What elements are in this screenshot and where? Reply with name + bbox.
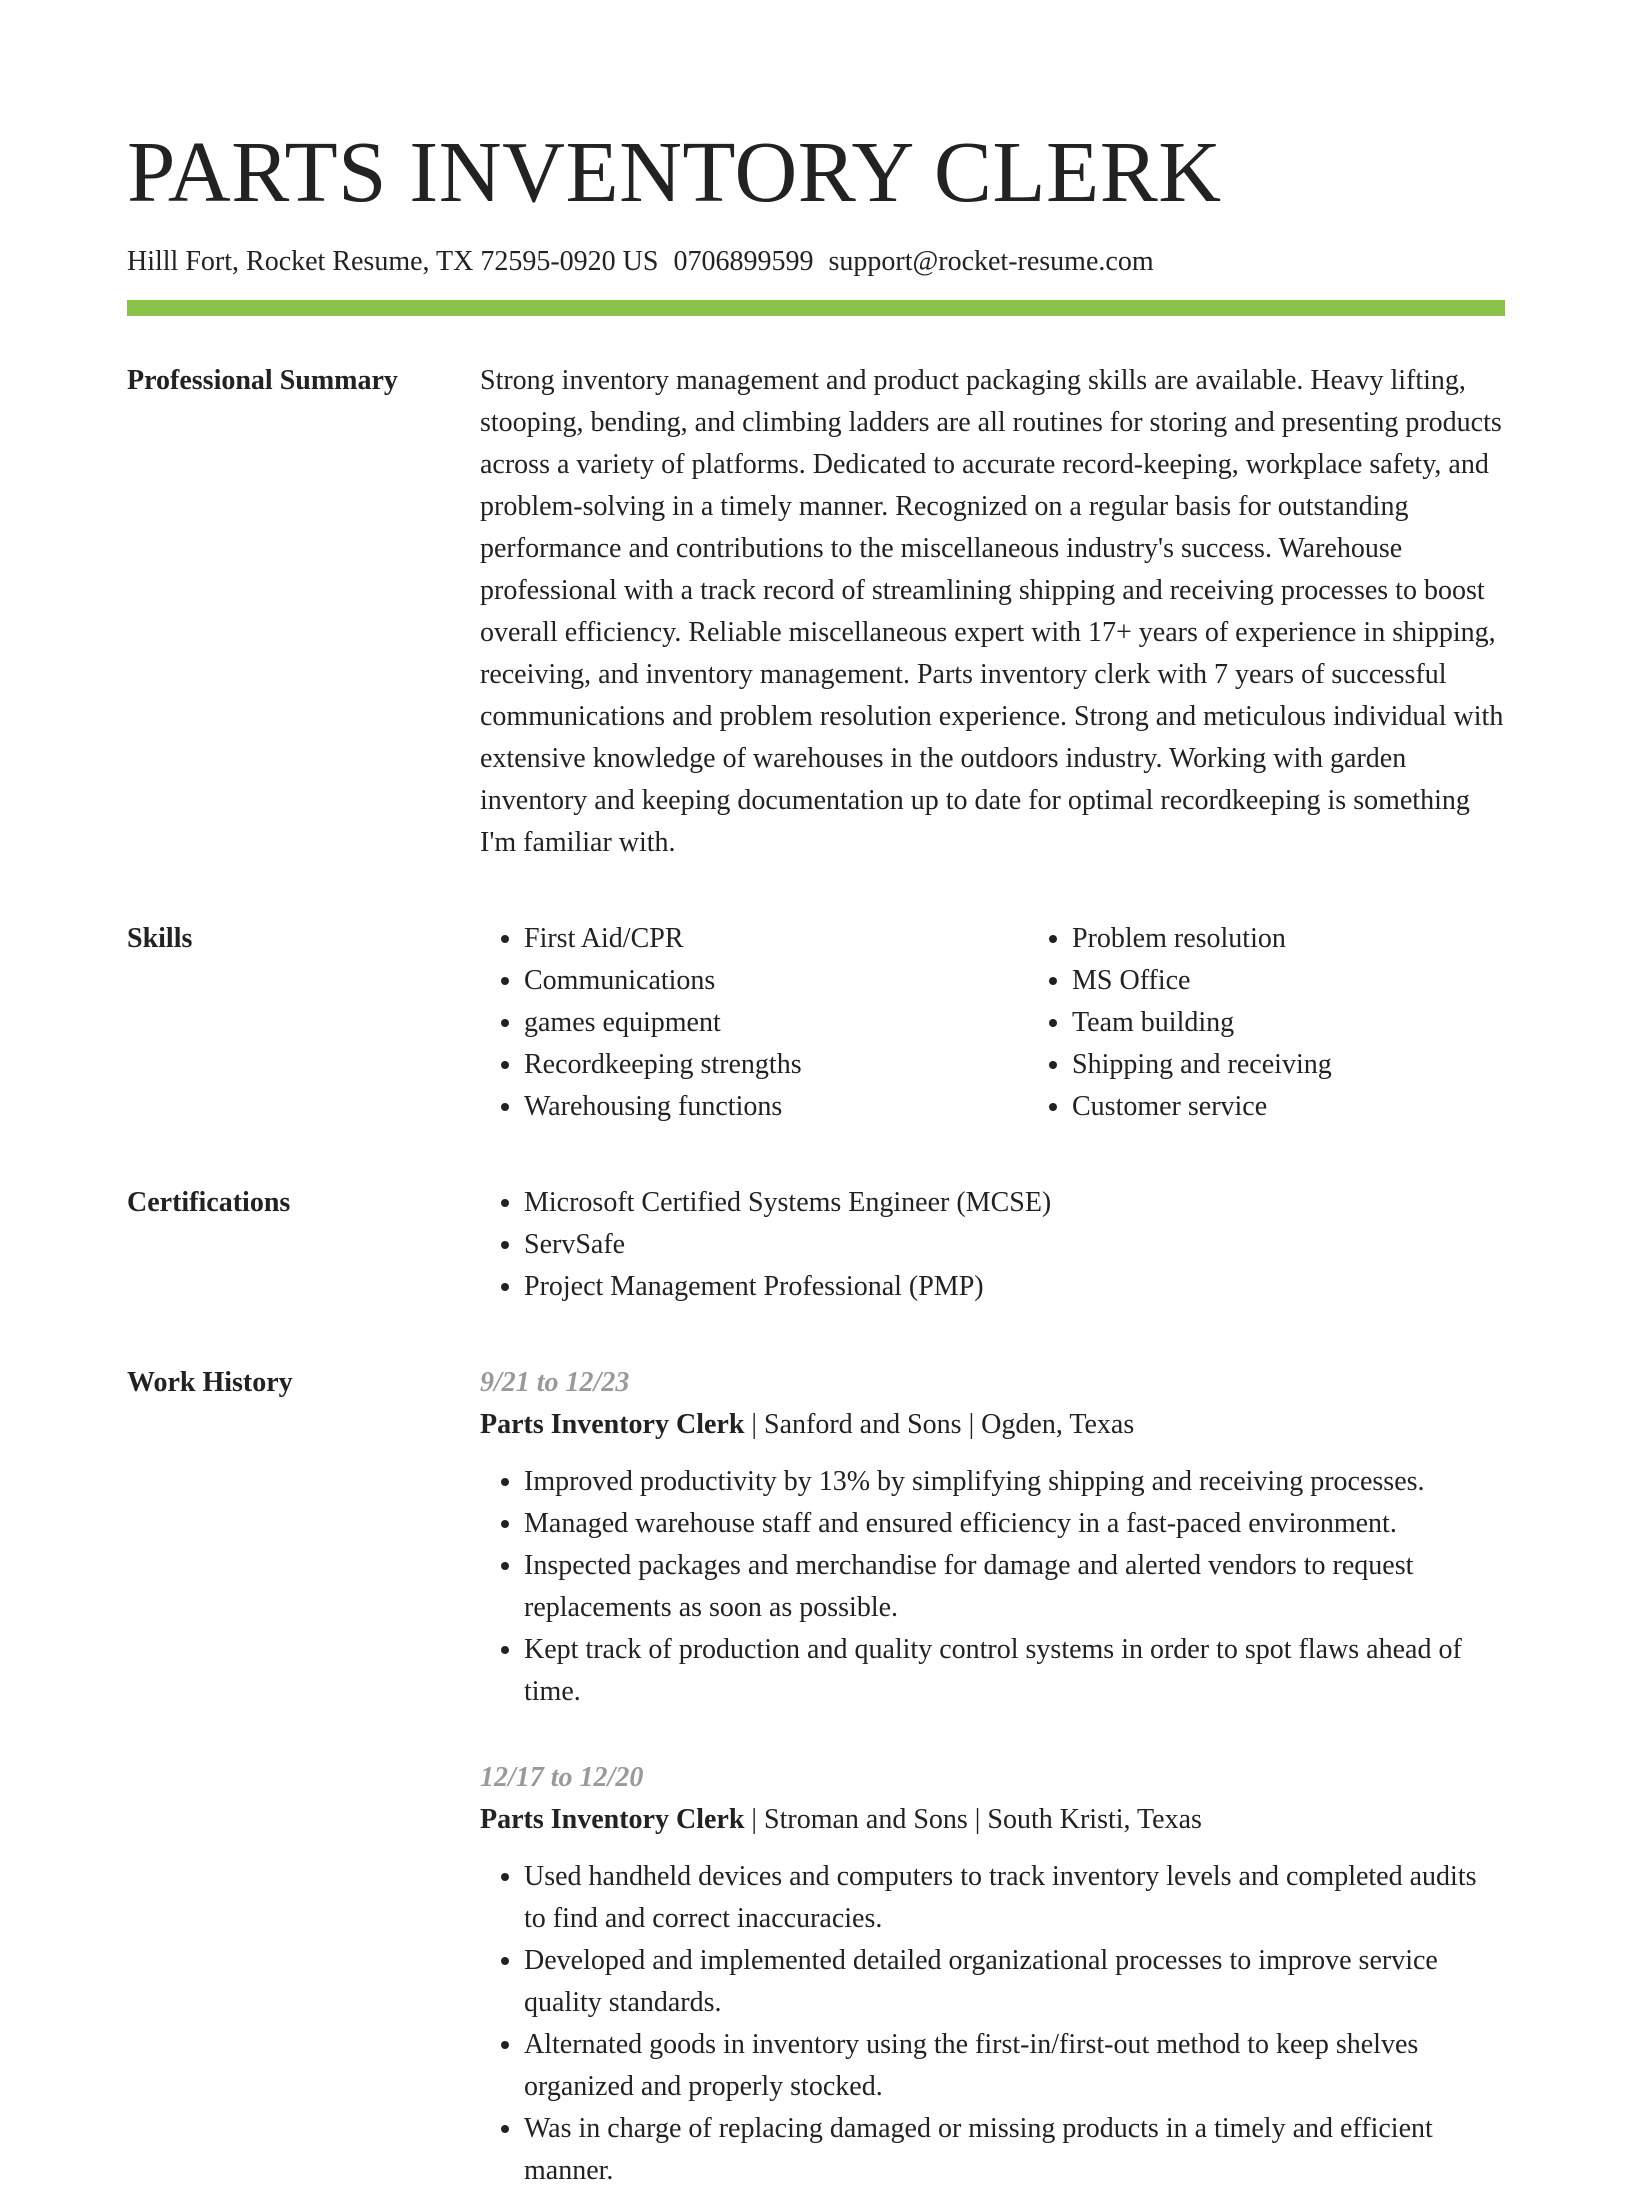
contact-address: Hilll Fort, Rocket Resume, TX 72595-0920 US bbox=[127, 246, 659, 277]
job-title: Parts Inventory Clerk bbox=[480, 1804, 745, 1835]
skill-item: • games equipment bbox=[524, 1002, 1028, 1044]
skill-item: • Warehousing functions bbox=[524, 1086, 1028, 1128]
section-skills bbox=[127, 918, 1505, 1128]
certifications-list bbox=[480, 1182, 1505, 1308]
section-title-work-history: Work History bbox=[127, 1367, 293, 1398]
skill-item: • Customer service bbox=[1072, 1086, 1576, 1128]
section-title-skills: Skills bbox=[127, 923, 193, 954]
job-title: Parts Inventory Clerk bbox=[480, 1409, 745, 1440]
job-location: South Kristi, Texas bbox=[987, 1804, 1202, 1835]
job-bullet: • Managed warehouse staff and ensured efficiency in a fast-paced environment. bbox=[524, 1503, 1505, 1545]
section-body-work-history bbox=[480, 1362, 1505, 2192]
skills-columns bbox=[480, 918, 1576, 1128]
job-bullets bbox=[480, 1461, 1505, 1713]
skills-list-right bbox=[1028, 918, 1576, 1128]
skill-item: • Shipping and receiving bbox=[1072, 1044, 1576, 1086]
job-bullet: • Used handheld devices and computers to track inventory levels and completed audits to find and correct inaccuracies. bbox=[524, 1856, 1505, 1940]
section-title-certifications: Certifications bbox=[127, 1187, 291, 1218]
job-bullet: • Developed and implemented detailed organizational processes to improve service quality standards. bbox=[524, 1940, 1505, 2024]
certification-item: • ServSafe bbox=[524, 1224, 1505, 1266]
section-professional-summary bbox=[127, 360, 1505, 864]
contact-phone: 0706899599 bbox=[673, 246, 814, 277]
job-bullet: • Improved productivity by 13% by simplifying shipping and receiving processes. bbox=[524, 1461, 1505, 1503]
skill-item: • First Aid/CPR bbox=[524, 918, 1028, 960]
job-heading: Parts Inventory Clerk | Stroman and Sons | South Kristi, Texas bbox=[480, 1804, 1202, 1835]
job-bullet: • Alternated goods in inventory using the first-in/first-out method to keep shelves organized and properly stocked. bbox=[524, 2024, 1505, 2108]
job-company: Stroman and Sons bbox=[764, 1804, 968, 1835]
section-body-certifications bbox=[480, 1182, 1505, 1308]
job-location: Ogden, Texas bbox=[981, 1409, 1135, 1440]
job-company: Sanford and Sons bbox=[764, 1409, 962, 1440]
skill-item: • MS Office bbox=[1072, 960, 1576, 1002]
resume-title: PARTS INVENTORY CLERK bbox=[127, 123, 1222, 220]
job-bullet: • Inspected packages and merchandise for damage and alerted vendors to request replacements as soon as possible. bbox=[524, 1545, 1505, 1629]
skill-item: • Recordkeeping strengths bbox=[524, 1044, 1028, 1086]
accent-divider bbox=[127, 300, 1505, 316]
job-dates: 12/17 to 12/20 bbox=[480, 1762, 644, 1793]
skill-item: • Problem resolution bbox=[1072, 918, 1576, 960]
skill-item: • Team building bbox=[1072, 1002, 1576, 1044]
job-bullet: • Kept track of production and quality control systems in order to spot flaws ahead of time. bbox=[524, 1629, 1505, 1713]
job-entry bbox=[480, 1757, 1505, 2192]
job-bullet: • Was in charge of replacing damaged or missing products in a timely and efficient manner. bbox=[524, 2108, 1505, 2192]
section-work-history bbox=[127, 1362, 1505, 2192]
section-certifications bbox=[127, 1182, 1505, 1308]
job-heading: Parts Inventory Clerk | Sanford and Sons | Ogden, Texas bbox=[480, 1409, 1135, 1440]
summary-text: Strong inventory management and product packaging skills are available. Heavy lifting, stooping, bending, and climbing ladders are all routines for storing and presenting products across a variety of platforms. Dedicated to accurate record-keeping, workplace safety, and problem-solving in a timely manner. Recognized on a regular basis for outstanding performance and contributions to the miscellaneous industry's success. Warehouse professional with a track record of streamlining shipping and receiving processes to boost overall efficiency. Reliable miscellaneous expert with 17+ years of experience in shipping, receiving, and inventory management. Parts inventory clerk with 7 years of successful communications and problem resolution experience. Strong and meticulous individual with extensive knowledge of warehouses in the outdoors industry. Working with garden inventory and keeping documentation up to date for optimal recordkeeping is something I'm familiar with. bbox=[480, 365, 1504, 858]
section-body-professional-summary bbox=[480, 360, 1505, 864]
job-bullets bbox=[480, 1856, 1505, 2192]
certification-item: • Microsoft Certified Systems Engineer (MCSE) bbox=[524, 1182, 1505, 1224]
contact-line bbox=[127, 244, 1505, 280]
job-dates: 9/21 to 12/23 bbox=[480, 1367, 630, 1398]
contact-email[interactable]: support@rocket-resume.com bbox=[828, 246, 1154, 277]
certification-item: • Project Management Professional (PMP) bbox=[524, 1266, 1505, 1308]
job-entry bbox=[480, 1362, 1505, 1713]
section-title-professional-summary: Professional Summary bbox=[127, 365, 398, 396]
resume-page bbox=[127, 0, 1505, 2192]
skill-item: • Communications bbox=[524, 960, 1028, 1002]
skills-list-left bbox=[480, 918, 1028, 1128]
